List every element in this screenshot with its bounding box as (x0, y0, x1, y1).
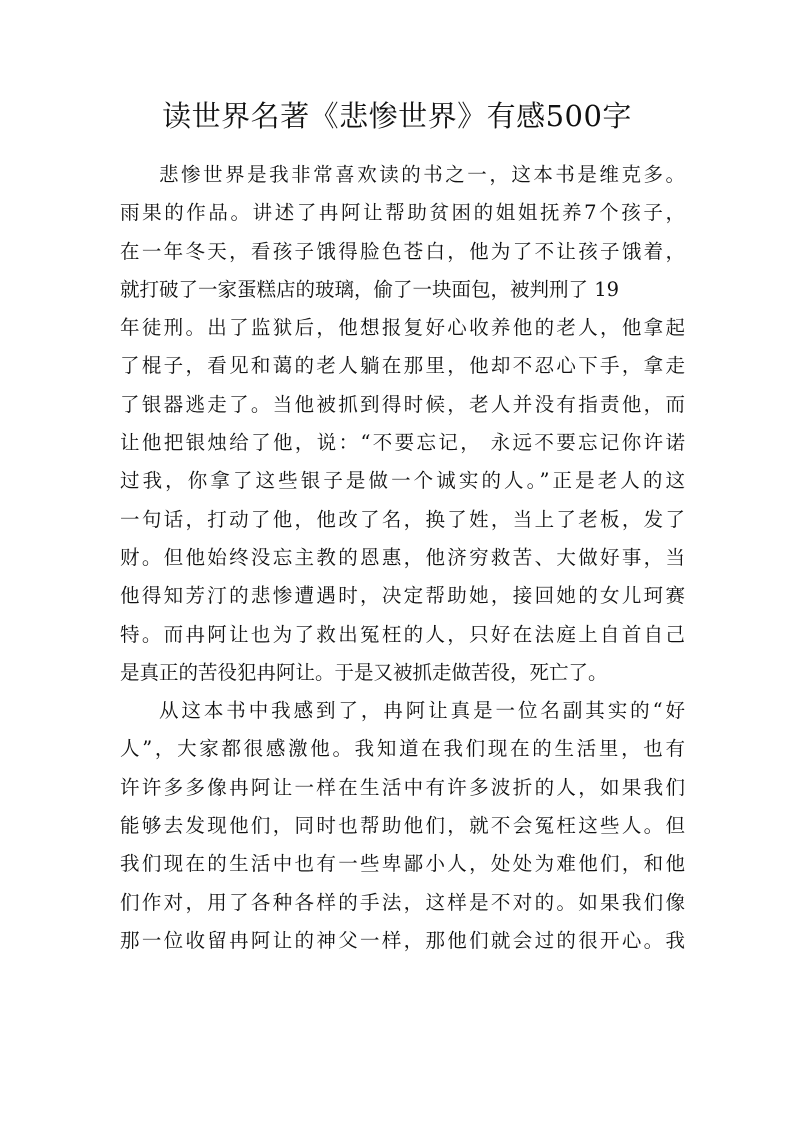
paragraph-2-line-6: 们作对，用了各种各样的手法，这样是不对的。如果我们像 (120, 890, 685, 914)
paragraph-1-line-2: 雨果的作品。讲述了冉阿让帮助贫困的姐姐抚养7个孩子， (120, 201, 685, 225)
paragraph-1-line-1: 悲惨世界是我非常喜欢读的书之一，这本书是维克多。 (159, 163, 685, 186)
paragraph-1-line-4: 就打破了一家蛋糕店的玻璃，偷了一块面包，被判刑了 19 (120, 277, 620, 301)
paragraph-2-line-5: 我们现在的生活中也有一些卑鄙小人，处处为难他们，和他 (120, 852, 685, 876)
document-body (120, 156, 685, 960)
paragraph-2-line-1: 从这本书中我感到了，冉阿让真是一位名副其实的“好 (159, 699, 685, 723)
paragraph-1-line-5: 年徒刑。出了监狱后，他想报复好心收养他的老人，他拿起 (120, 316, 685, 340)
paragraph-1-line-11: 财。但他始终没忘主教的恩惠，他济穷救苦、大做好事，当 (120, 545, 685, 569)
paragraph-1-line-8: 让他把银烛给了他，说：“不要忘记， 永远不要忘记你许诺 (120, 431, 685, 455)
paragraph-1-line-3: 在一年冬天，看孩子饿得脸色苍白，他为了不让孩子饿着， (120, 239, 685, 263)
paragraph-1-line-6: 了棍子，看见和蔼的老人躺在那里，他却不忍心下手，拿走 (120, 354, 685, 378)
paragraph-2-line-4: 能够去发现他们，同时也帮助他们，就不会冤枉这些人。但 (120, 814, 685, 838)
paragraph-2-line-3: 许许多多像冉阿让一样在生活中有许多波折的人，如果我们 (120, 775, 685, 799)
paragraph-1-line-10: 一句话，打动了他，他改了名，换了姓，当上了老板，发了 (120, 507, 685, 531)
paragraph-2-line-7: 那一位收留冉阿让的神父一样，那他们就会过的很开心。我 (120, 928, 685, 952)
paragraph-2-line-2: 人”，大家都很感激他。我知道在我们现在的生活里，也有 (120, 737, 685, 761)
document-title: 读世界名著《悲惨世界》有感500字 (162, 99, 632, 133)
paragraph-1-line-7: 了银器逃走了。当他被抓到得时候，老人并没有指责他，而 (120, 392, 685, 416)
paragraph-1-line-12: 他得知芳汀的悲惨遭遇时，决定帮助她，接回她的女儿珂赛 (120, 584, 685, 608)
paragraph-1-line-14: 是真正的苦役犯冉阿让。于是又被抓走做苦役，死亡了。 (120, 660, 608, 684)
paragraph-1-line-13: 特。而冉阿让也为了救出冤枉的人，只好在法庭上自首自己 (120, 622, 685, 646)
paragraph-1-line-9: 过我，你拿了这些银子是做一个诚实的人。”正是老人的这 (120, 469, 685, 493)
